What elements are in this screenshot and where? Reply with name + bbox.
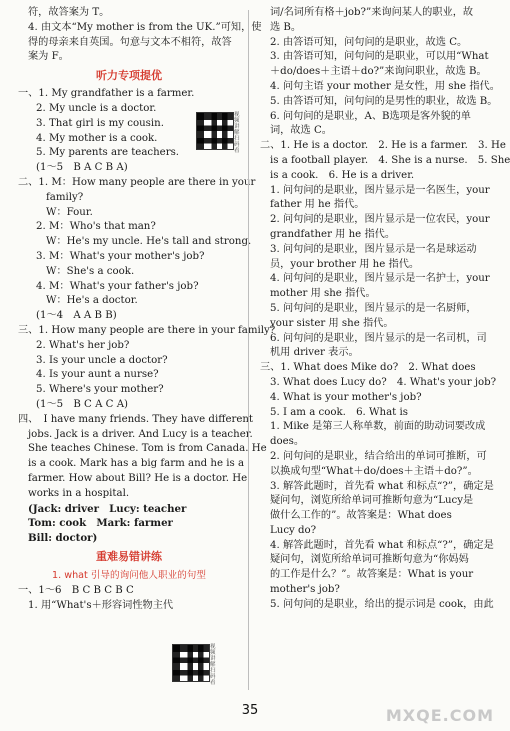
text-line: mother 用 she 指代。	[270, 288, 376, 300]
qr-code-icon	[196, 112, 234, 150]
text-line: 2. What's her job?	[36, 339, 130, 351]
text-line: 符，故答案为 T。	[28, 7, 110, 18]
text-line: 5. 问句问的是职业，图片显示的是一名厨师，	[270, 302, 477, 314]
text-line: family?	[46, 191, 84, 203]
text-line: 3. What does Lucy do? 4. What's your job?	[270, 376, 497, 388]
qr-code-icon	[172, 644, 210, 682]
page-number: 35	[241, 703, 259, 718]
text-line: jobs. Jack is a driver. And Lucy is a teacher.	[28, 428, 253, 440]
text-line: 得的母亲来自英国。句意与文本不相符，故答	[28, 36, 232, 48]
text-line: 5. 由答语可知，问句问的是男性的职业，故选 B。	[270, 95, 498, 107]
text-line: 1. Mike 是第三人称单数，前面的助动词要改成	[270, 421, 486, 433]
right-column	[260, 6, 510, 613]
text-line: your sister 用 she 指代。	[270, 317, 394, 329]
text-line: W：Four.	[46, 206, 93, 218]
text-line: W：She's a cook.	[46, 265, 135, 277]
text-line: 词，故选 C。	[270, 125, 332, 137]
text-line: 4. Is your aunt a nurse?	[36, 369, 159, 381]
text-line: 四、 I have many friends. They have different	[18, 413, 254, 425]
answer-key: (1～4 A A B B)	[36, 310, 117, 322]
text-line: 4. M：What's your father's job?	[36, 280, 199, 292]
text-line: 5. I am a cook. 6. What is	[270, 406, 408, 418]
text-line: 选 B。	[270, 21, 302, 33]
text-line: W：He's my uncle. He's tall and strong.	[46, 236, 252, 248]
text-line: 1. 用“What's＋形容词性物主代	[28, 599, 174, 611]
text-line: 三、1. What does Mike do? 2. What does	[260, 362, 476, 374]
text-line: 词/名词所有格＋job?”来询问某人的职业，故	[270, 7, 474, 18]
text-line: 做什么工作的”。故答案是：What does	[270, 510, 452, 522]
text-line: 案为 F。	[28, 51, 69, 63]
section-title-listening: 听力专项提优	[96, 69, 162, 83]
column-divider	[248, 10, 249, 690]
text-line: 1. 问句问的是职业，图片显示是一名医生，your	[270, 184, 490, 196]
watermark-logo: MXQE.COM	[385, 705, 494, 725]
text-line: 以换成句型“What＋do/does＋主语＋do?”。	[270, 465, 478, 477]
text-line: 疑问句，浏览所给单词可推断句意为“你妈妈	[270, 554, 469, 566]
text-line: W：He's a doctor.	[46, 295, 138, 307]
text-line: 5. My parents are teachers.	[36, 147, 180, 159]
text-line: does。	[270, 436, 305, 448]
text-line: She teaches Chinese. Tom is from Canada. He	[28, 443, 267, 455]
text-line: 6. 问句问的是职业，A、B选项是客外貌的单	[270, 110, 471, 122]
text-line: 二、1. He is a doctor. 2. He is a farmer. 3. He	[260, 140, 506, 152]
text-line: is a football player. 4. She is a nurse. 5. She	[270, 154, 510, 166]
text-line: 2. 由答语可知，问句问的是职业，故选 C。	[270, 36, 468, 48]
text-line: 2. 问句问的是职业，结合给出的单词可推断，可	[270, 450, 487, 462]
text-line: 一、1. My grandfather is a farmer.	[18, 88, 195, 100]
text-line: 机用 driver 表示。	[270, 347, 359, 359]
text-line: 的工作是什么？”。故答案是：What is your	[270, 569, 474, 581]
text-line: father 用 he 指代。	[270, 199, 365, 211]
text-line: 2. 问句问的是职业，图片显示是一位农民，your	[270, 214, 490, 226]
text-line: 5. 问句问的是职业，给出的提示词是 cook，由此	[270, 598, 494, 610]
text-line: 4. My mother is a cook.	[36, 132, 158, 144]
text-line: 3. That girl is my cousin.	[36, 117, 164, 129]
text-line: 4. What is your mother's job?	[270, 391, 422, 403]
answer-key: (1～5 B C A C A)	[36, 398, 129, 410]
text-line: 员，your brother 用 he 指代。	[270, 258, 420, 270]
text-line: 二、1. M：How many people are there in your	[18, 176, 256, 188]
text-line: 3. M：What's your mother's job?	[36, 250, 205, 262]
answer-key: Bill: doctor)	[28, 532, 98, 545]
text-line: 4. 由文本“My mother is from the UK.”可知，使	[28, 21, 262, 33]
qr-caption: 视频讲解扫码看	[234, 112, 240, 154]
text-line: 疑问句，浏览所给单词可推断句意为“Lucy是	[270, 495, 474, 507]
left-column	[18, 6, 276, 613]
text-line: is a cook. Mark has a big farm and he is a	[28, 458, 245, 470]
text-line: 3. Is your uncle a doctor?	[36, 354, 168, 366]
text-line: 三、1. How many people are there in your family?	[18, 324, 276, 336]
section-title-difficult: 重难易错讲练	[96, 549, 162, 563]
answer-key: (1～5 B A C B A)	[36, 162, 128, 174]
text-line: mother's job?	[270, 584, 340, 596]
text-line: ＋do/does＋主语＋do?”来询问职业，故选 B。	[270, 66, 487, 78]
subsection-title: 1. what 引导的询问他人职业的句型	[52, 569, 206, 581]
text-line: 3. 由答语可知，问句问的是职业，可以用“What	[270, 51, 489, 63]
text-line: 3. 解答此题时，首先看 what 和标点“?”，确定是	[270, 480, 494, 492]
text-line: 6. 问句问的是职业，图片显示的是一名司机，司	[270, 332, 487, 344]
text-line: 2. My uncle is a doctor.	[36, 102, 157, 114]
answer-key: Tom: cook Mark: farmer	[28, 517, 173, 530]
answer-key: (Jack: driver Lucy: teacher	[28, 502, 187, 515]
answer-key: 一、1～6 B C B C B C	[18, 584, 134, 596]
text-line: 4. 解答此题时，首先看 what 和标点“?”，确定是	[270, 539, 494, 551]
text-line: grandfather 用 he 指代。	[270, 228, 396, 240]
text-line: is a cook. 6. He is a driver.	[270, 169, 415, 181]
text-line: 4. 问句问的是职业，图片显示是一名护士，your	[270, 273, 490, 285]
text-line: 4. 问句主语 your mother 是女性，用 she 指代。	[270, 80, 500, 92]
text-line: 5. Where's your mother?	[36, 384, 164, 396]
text-line: works in a hospital.	[28, 487, 130, 499]
text-line: 3. 问句问的是职业，图片显示是一名是球运动	[270, 243, 477, 255]
text-line: 2. M：Who's that man?	[36, 221, 156, 233]
text-line: Lucy do?	[270, 524, 317, 536]
qr-caption: 视频讲解扫码看	[210, 644, 216, 686]
text-line: farmer. How about Bill? He is a doctor. He	[28, 472, 248, 484]
